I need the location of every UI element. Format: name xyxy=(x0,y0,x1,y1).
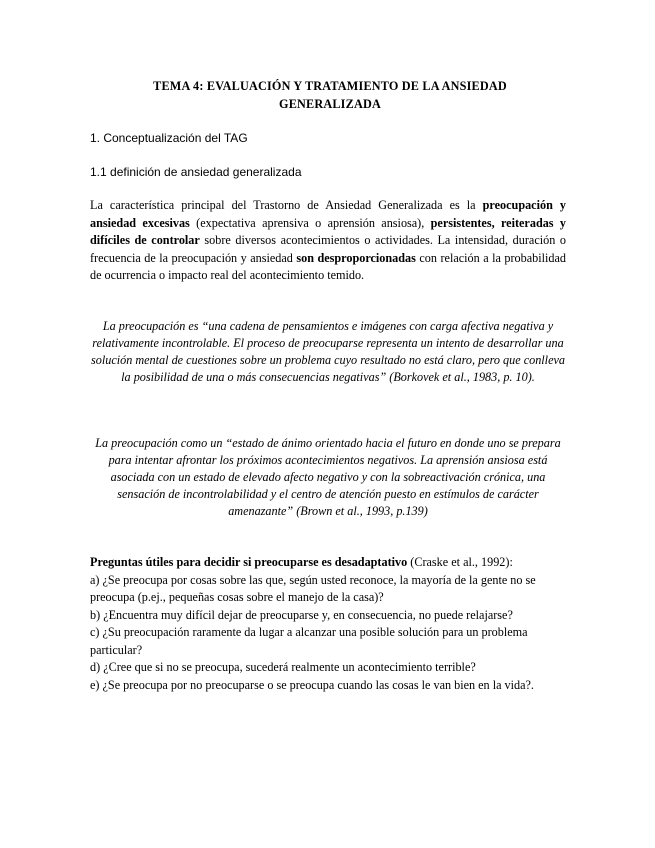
questions-intro-rest: (Craske et al., 1992): xyxy=(407,555,513,569)
questions-intro xyxy=(90,554,570,572)
para-text-4: con relación a la probabilidad de ocurrencia o impacto real del acontecimiento temido. xyxy=(90,250,567,282)
quote-borkovek: La preocupación es “una cadena de pensamientos e imágenes con carga afectiva negativa y relativamente incontrolable. El proceso de preocuparse representa un intento de desarrollar una solución mental de cuestiones sobre un problema cuyo resultado no está claro, pero que conlleva la posibilidad de una o más consecuencias negativas” (Borkovek et al., 1983, p. 10). xyxy=(91,319,565,384)
para-text-2: (expectativa aprensiva o aprensión ansiosa), xyxy=(189,215,431,230)
quote-brown: La preocupación como un “estado de ánimo orientado hacia el futuro en donde uno se prepara para intentar afrontar los próximos acontecimientos negativos. La aprensión ansiosa está asociada con un estado de elevado afecto negativo y con la sobreactivación crónica, una sensación de incontrolabilidad y el centro de atención puesto en estímulos de carácter amenazante” (Brown et al., 1993, p.139) xyxy=(95,436,561,518)
section-heading: 1. Conceptualización del TAG xyxy=(90,131,248,145)
para-text-3: sobre diversos acontecimientos o actividades. La intensidad, duración o frecuencia de la preocupación y ansiedad xyxy=(90,233,566,265)
para-bold-1: preocupación y ansiedad excesivas xyxy=(90,198,566,230)
title-line-2: GENERALIZADA xyxy=(279,97,381,111)
para-bold-3: son desproporcionadas xyxy=(296,250,416,265)
subsection-heading: 1.1 definición de ansiedad generalizada xyxy=(90,165,302,179)
question-item: b) ¿Encuentra muy difícil dejar de preocuparse y, en consecuencia, no puede relajarse? xyxy=(90,607,513,622)
question-item: a) ¿Se preocupa por cosas sobre las que, según usted reconoce, la mayoría de la gente no se preocupa (p.ej., pequeñas cosas sobre el manejo de la casa)? xyxy=(90,572,536,604)
questions-intro-bold: Preguntas útiles para decidir si preocuparse es desadaptativo xyxy=(90,555,408,569)
para-text-1: La característica principal del Trastorno de Ansiedad Generalizada es la xyxy=(90,198,483,212)
para-bold-2: persistentes, reiteradas y difíciles de controlar xyxy=(90,215,567,247)
questions-block xyxy=(90,554,570,694)
question-item: c) ¿Su preocupación raramente da lugar a alcanzar una posible solución para un problema particular? xyxy=(90,625,528,657)
question-item: e) ¿Se preocupa por no preocuparse o se preocupa cuando las cosas le van bien en la vida?. xyxy=(90,677,534,692)
question-item: d) ¿Cree que si no se preocupa, sucederá realmente un acontecimiento terrible? xyxy=(90,660,476,674)
definition-paragraph xyxy=(90,197,566,285)
document-title xyxy=(110,77,550,113)
title-line-1: TEMA 4: EVALUACIÓN Y TRATAMIENTO DE LA ANSIEDAD xyxy=(153,79,507,93)
